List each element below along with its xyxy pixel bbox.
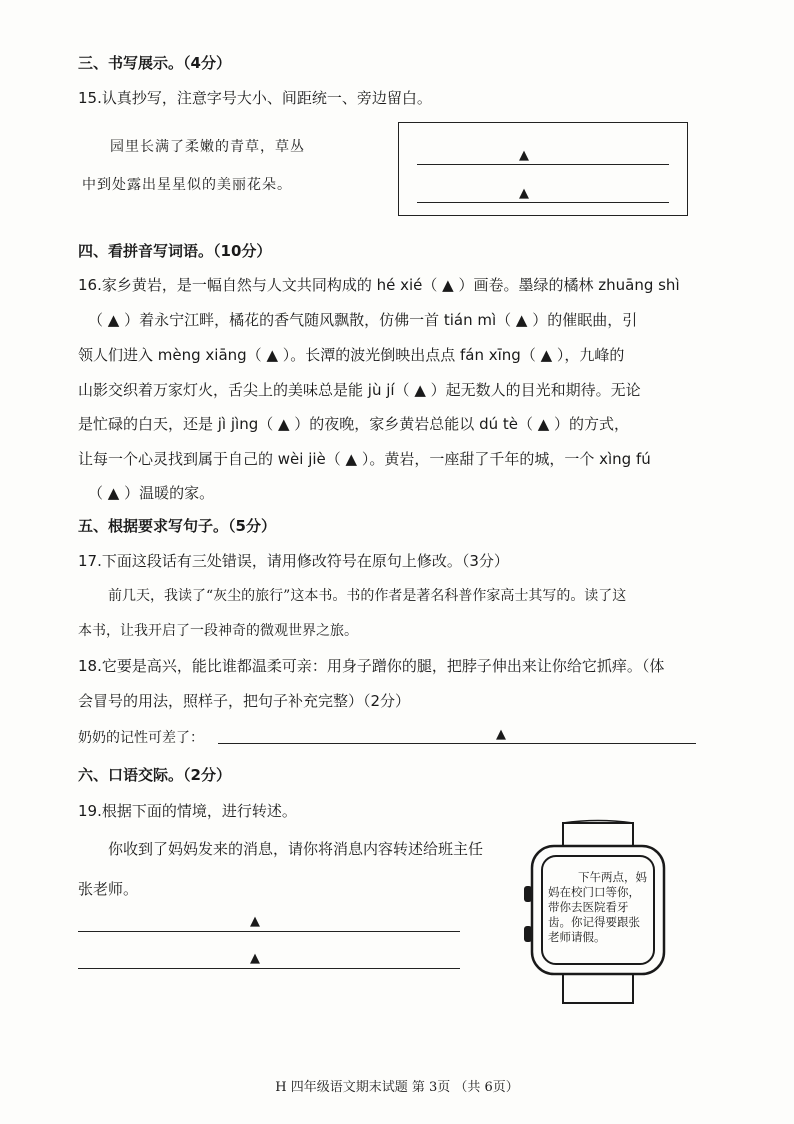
q15-writing-box[interactable]: [398, 122, 688, 216]
answer-marker-icon: ▲: [250, 914, 260, 929]
q15-text-line2: 中到处露出星星似的美丽花朵。: [82, 177, 292, 193]
q16-line: 16.家乡黄岩，是一幅自然与人文共同构成的 hé xié（ ▲ ）画卷。墨绿的橘林 zhuāng shì: [78, 276, 680, 294]
answer-marker-icon: ▲: [519, 186, 529, 201]
q16-line: 是忙碌的白天，还是 jì jìng（ ▲ ）的夜晚，家乡黄岩总能以 dú tè（ ▲ ）的方式，: [78, 415, 630, 433]
q18-prompt-line1: 18.它要是高兴，能比谁都温柔可亲：用身子蹭你的腿，把脖子伸出来让你给它抓痒。（体: [78, 657, 665, 675]
q18-prompt-line2: 会冒号的用法，照样子，把句子补充完整）（2分）: [78, 692, 411, 710]
q18-answer-line[interactable]: [218, 743, 696, 744]
q17-text-line1: 前几天，我读了“灰尘的旅行”这本书。书的作者是著名科普作家高士其写的。读了这: [108, 588, 627, 604]
page-footer: H 四年级语文期末试题 第 3页 （共 6页）: [275, 1080, 519, 1095]
q16-line: 山影交织着万家灯火，舌尖上的美味总是能 jù jí（ ▲ ）起无数人的目光和期待。无论: [78, 381, 641, 399]
answer-marker-icon: ▲: [250, 951, 260, 966]
answer-marker-icon: ▲: [496, 727, 506, 742]
answer-marker-icon: ▲: [519, 148, 529, 163]
q18-answer-label: 奶奶的记性可差了：: [78, 730, 204, 746]
q19-answer-line[interactable]: [78, 968, 460, 969]
q19-text-line2: 张老师。: [78, 880, 139, 898]
q17-text-line2: 本书，让我开启了一段神奇的微观世界之旅。: [78, 623, 358, 639]
section-4-heading: 四、看拼音写词语。（10分）: [78, 242, 272, 260]
q15-prompt: 15.认真抄写，注意字号大小、间距统一、旁边留白。: [78, 89, 432, 107]
writing-line: [417, 164, 669, 165]
q16-line: （ ▲ ）温暖的家。: [88, 484, 215, 502]
watch-message-line: 齿。你记得要跟张: [548, 915, 640, 929]
q16-line: 让每一个心灵找到属于自己的 wèi jiè（ ▲ ）。黄岩，一座甜了千年的城，一个 xìng fú: [78, 450, 651, 468]
q15-text-line1: 园里长满了柔嫩的青草，草丛: [110, 139, 305, 155]
writing-line: [417, 202, 669, 203]
watch-message-line: 下午两点，妈: [578, 870, 647, 884]
q16-line: 领人们进入 mèng xiāng（ ▲ ）。长潭的波光倒映出点点 fán xīng（ ▲ ），九峰的: [78, 346, 625, 364]
section-3-heading: 三、书写展示。（4分）: [78, 54, 231, 72]
watch-message-line: 妈在校门口等你，: [548, 885, 640, 899]
watch-message: [548, 870, 660, 945]
section-5-heading: 五、根据要求写句子。（5分）: [78, 517, 276, 535]
q16-line: （ ▲ ）着永宁江畔，橘花的香气随风飘散，仿佛一首 tián mì（ ▲ ）的催眠曲，引: [88, 311, 638, 329]
q19-prompt: 19.根据下面的情境，进行转述。: [78, 802, 297, 820]
watch-message-line: 老师请假。: [548, 930, 606, 944]
watch-message-line: 带你去医院看牙: [548, 900, 629, 914]
q19-text-line1: 你收到了妈妈发来的消息，请你将消息内容转述给班主任: [108, 840, 484, 858]
q17-prompt: 17.下面这段话有三处错误，请用修改符号在原句上修改。（3分）: [78, 552, 509, 570]
section-6-heading: 六、口语交际。（2分）: [78, 766, 231, 784]
q19-answer-line[interactable]: [78, 931, 460, 932]
